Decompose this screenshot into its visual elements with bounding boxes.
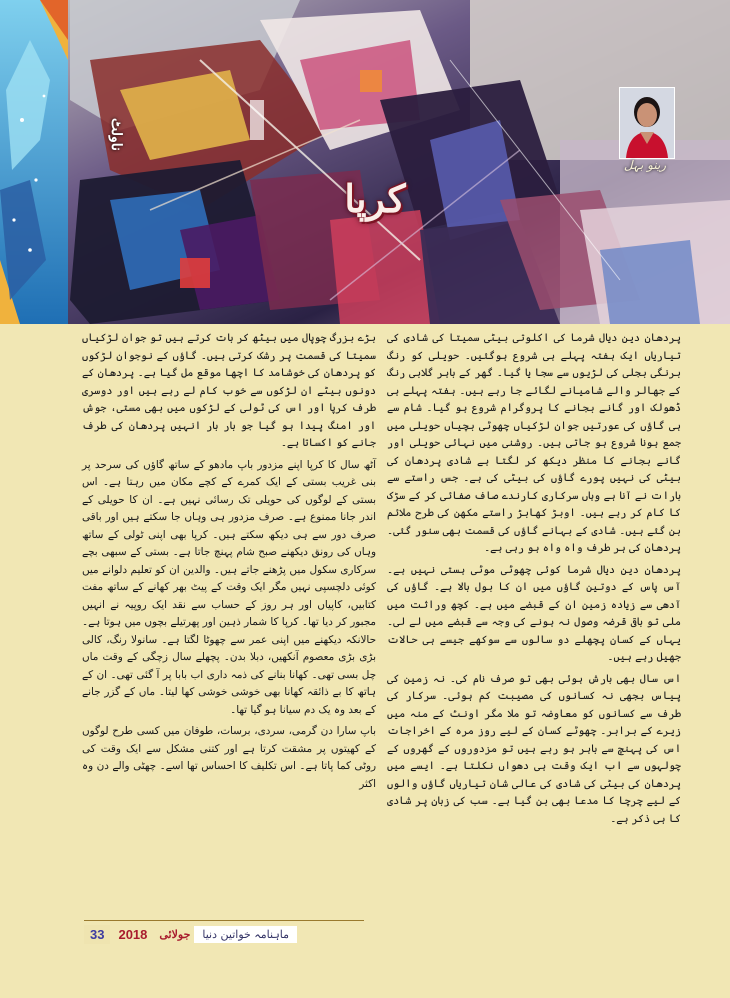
paragraph: باپ سارا دن گرمی، سردی، برسات، طوفان میں کسی طرح لوگوں کے کھیتوں پر مشقت کرتا ہے اور کتنی مشکل سے ایک وقت کی روٹی کما پاتا ہے۔ اس تکلیف کا احساس تھا اسے۔ چھٹی والے دن وہ اکثر: [82, 725, 376, 790]
magazine-name: ماہنامہ خواتین دنیا: [194, 926, 297, 943]
paragraph: پردھان دین دیال شرما کی اکلوتی بیٹی سمیتا کی شادی کی تیاریاں ایک ہفتہ پہلے ہی شروع ہوگئیں۔ حویلی کو رنگ برنگی بجلی کی لڑیوں سے سجا یا گیا۔ گھر کے باہر گلابی رنگ کے جھالر والے شامیانے لگائے جا رہے ہیں۔ ہفتہ پہلے ہی ڈھولک اور گانے بجانے کا پروگرام شروع ہو گیا۔ شام سے ہی گاؤں کی عورتیں جوان لڑکیاں چھوٹی بچیاں حویلی میں جمع ہونا شروع ہو جاتی ہیں۔ روشنی میں نہائی حویلی اور گانے بجانے کا منظر دیکھ کر لگتا ہے شادی پردھان کی بیٹی کی نہیں پورے گاؤں کی بیٹی کی ہے۔ جس راستے سے بارات نے آنا ہے وہاں سرکاری کارندے صاف صفائی کر کے سڑک کا کام کر رہے ہیں۔ اوبڑ کھابڑ راستے مکھن کی طرح ملائم بن گئے ہیں۔ شادی کے بہانے گاؤں کی قسمت بھی سنور گئی۔ پردھان کی ہر طرف واہ واہ ہو رہی ہے۔: [387, 332, 681, 554]
category-label: ناولٹ: [108, 118, 124, 151]
header-artwork: [0, 0, 730, 324]
story-title: کرپا: [344, 176, 406, 221]
issue-year: 2018: [118, 926, 148, 942]
paragraph: بڑے بزرگ چوپال میں بیٹھ کر بات کرتے ہیں تو جوان لڑکیاں سمیتا کی قسمت پر رشک کرتی ہیں۔ گاؤں کے نوجوان لڑکوں کو پردھان کی خوشامد کا اچھا موقع مل گیا ہے۔ پردھان کے دونوں بیٹے ان لڑکوں سے خوب کام لے رہے ہیں اور دوسری طرف کرپا اور اس کی ٹولی کے لڑکوں میں بھی مستی، جوش اور امنگ پیدا ہو گیا جو بار بار انہیں پردھان کی طرف جانے کو اکساتا ہے۔: [82, 332, 376, 449]
issue-month: جولائی: [159, 927, 191, 941]
author-name: رینو بہل: [623, 158, 667, 172]
paragraph: اس سال بھی بارش ہوئی بھی تو صرف نام کی۔ نہ زمین کی پیاس بجھی نہ کسانوں کی مصیبت کم ہوئی۔ سرکار کی طرف سے کسانوں کو معاوضہ تو ملا مگر اونٹ کے منہ میں زیرے کے برابر۔ چھوٹے کسان کے لیے روز مرہ کے اخراجات اس کی پہنچ سے باہر ہو رہے ہیں تو مزدوروں کے گھروں کے چولہوں سے اب ایک وقت ہی دھواں نکلتا ہے۔ ایسے میں پردھان کی بیٹی کی شادی کی عالی شان تیاریاں گاؤں والوں کے لیے چرچا کا مدعا بھی بن گیا ہے۔ سب کی زبان پر شادی کا ہی ذکر ہے۔: [387, 672, 681, 825]
page-footer: [84, 920, 364, 947]
paragraph: آٹھ سال کا کرپا اپنے مزدور باپ مادھو کے ساتھ گاؤں کی سرحد پر بنی غریب بستی کے ایک کمرے کے کچے مکان میں رہتا ہے۔ اس بستی کے لوگوں کی حویلی تک رسائی نہیں ہے۔ ان کا حویلی کے اندر جانا ممنوع ہے۔ صرف مزدور ہی وہاں جا سکتے ہیں اور باقی صرف دور سے ہی دیکھ سکتے ہیں۔ کرپا بھی اپنی ٹولی کے ساتھ وہاں کی رونق دیکھنے صبح شام پہنچ جاتا ہے۔ بستی کے سبھی بچے سرکاری سکول میں پڑھنے جاتے ہیں۔ والدین ان کو تعلیم دلوانے میں کوئی دلچسپی نہیں مگر ایک وقت کے پیٹ بھر کھانے کے ساتھ مفت کتابیں، کاپیاں اور ہر روز کے حساب سے نقد ایک روپیہ نے انہیں مجبور کر دیا تھا۔ کرپا کا شمار ذہین اور پھرتیلے بچوں میں ہوتا ہے۔ حالانکہ دیکھنے میں اپنی عمر سے چھوٹا لگتا ہے۔ سانولا رنگ، کالی بڑی بڑی معصوم آنکھیں، دبلا بدن۔ پچھلے سال زچگی کے وقت ماں چل بسی تھی۔ کھانا بنانے کی ذمہ داری اب بابا پر آ گئی تھی۔ ان کے ہاتھ کا بے ذائقہ کھانا بھی خوشی خوشی کھا لیتا۔ ماں کے گزر جانے کے بعد وہ یک دم سیانا ہو گیا تھا۔: [82, 458, 376, 716]
author-photo: [619, 87, 675, 159]
page-number: 33: [84, 925, 110, 944]
paragraph: پردھان دین دیال شرما کوئی چھوٹی موٹی ہستی نہیں ہے۔ آس پاس کے دوتین گاؤں میں ان کا بول بالا ہے۔ گاؤں کی آدھی سے زیادہ زمین ان کے قبضے میں ہے۔ کچھ وراثت میں ملی تو باقی قرضہ وصول نہ ہونے کی وجہ سے قبضے میں لے لی۔ یہاں کے کسان پچھلے دو سالوں سے سوکھے جیسے ہی حالات جھیل رہے ہیں۔: [387, 563, 681, 663]
text-column-right: [387, 330, 681, 828]
text-column-left: [82, 330, 376, 793]
decorative-side-stripe: [0, 0, 68, 324]
